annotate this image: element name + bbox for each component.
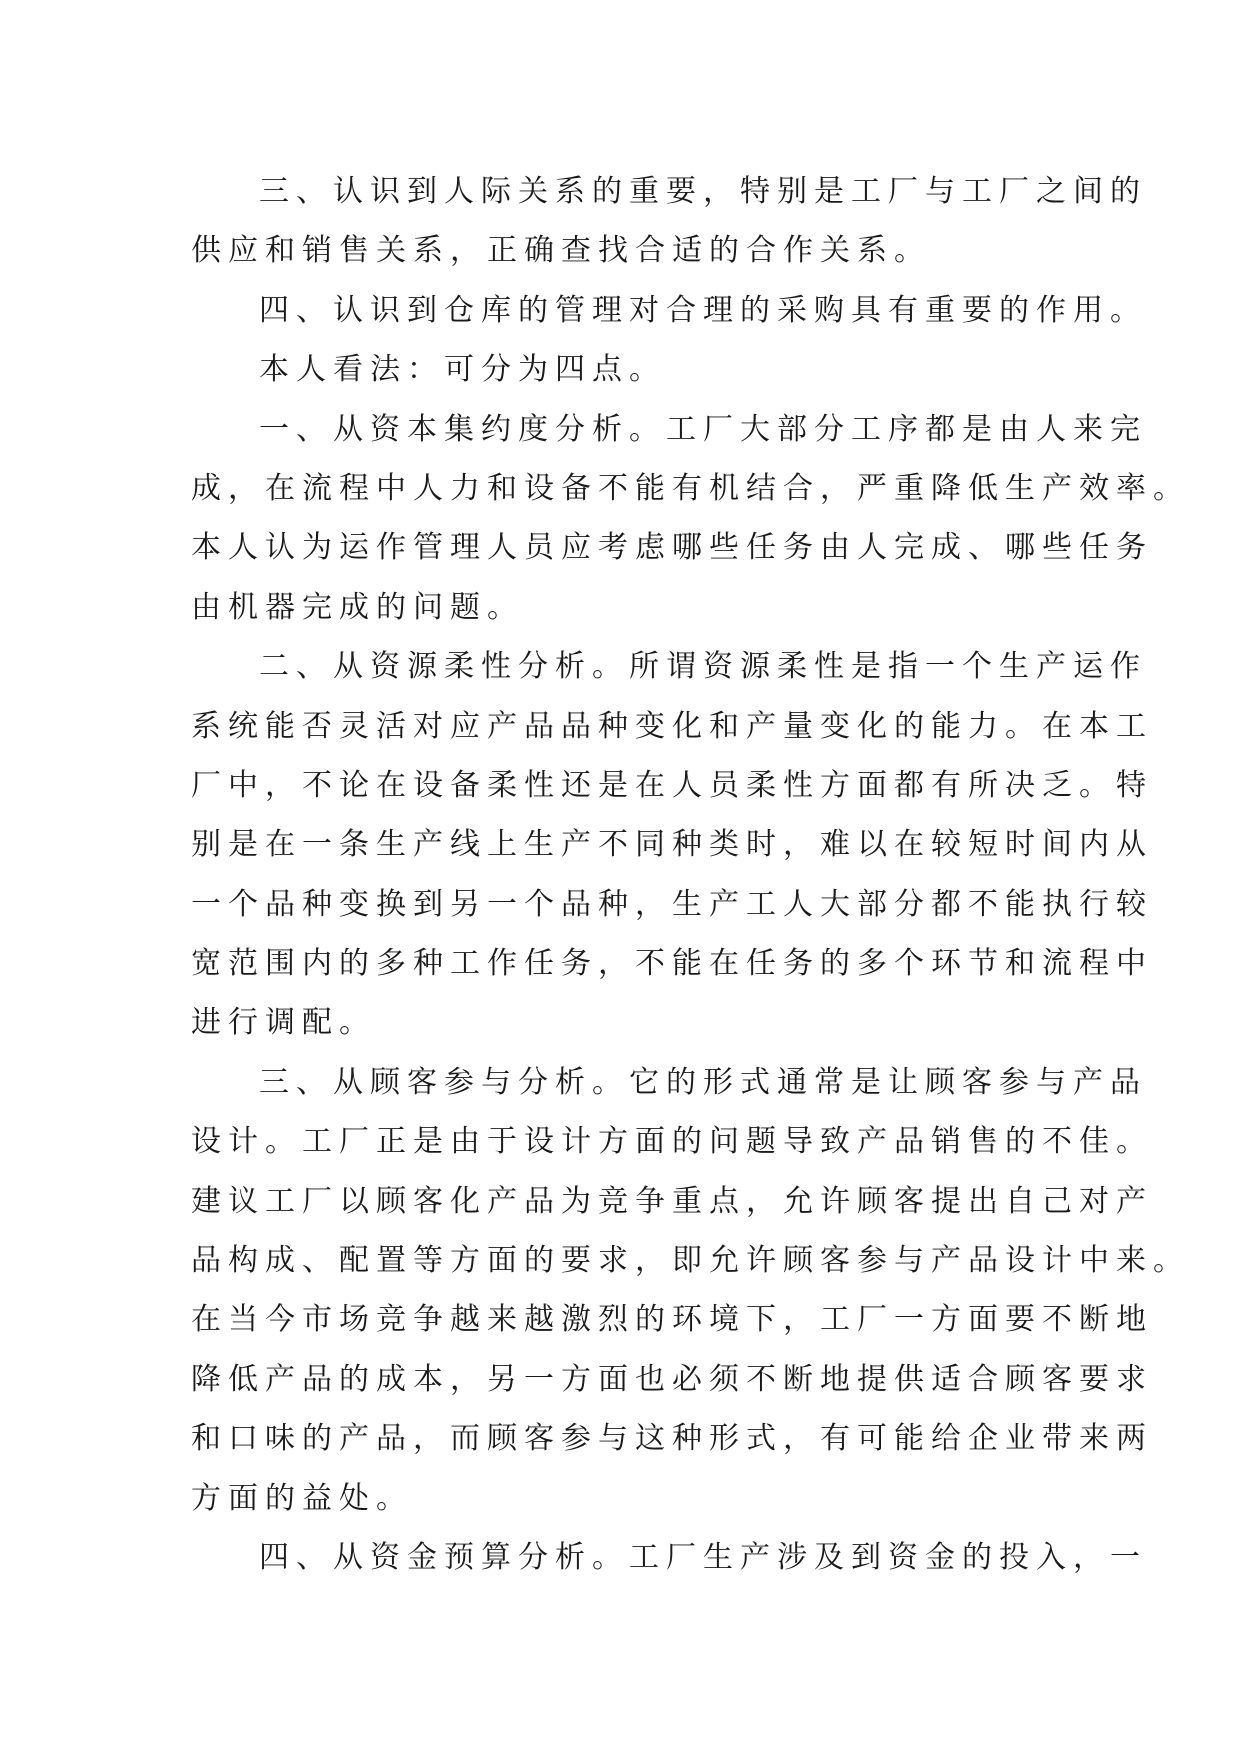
text-line: 系统能否灵活对应产品品种变化和产量变化的能力。在本工	[191, 708, 1153, 744]
text-line: 宽范围内的多种工作任务，不能在任务的多个环节和流程中	[191, 946, 1153, 982]
text-line: 进行调配。	[191, 1005, 376, 1041]
text-line: 一个品种变换到另一个品种，生产工人大部分都不能执行较	[191, 886, 1153, 922]
text-line: 别是在一条生产线上生产不同种类时，难以在较短时间内从	[191, 827, 1153, 863]
text-line: 品构成、配置等方面的要求，即允许顾客参与产品设计中来。	[191, 1243, 1190, 1279]
text-line: 四、从资金预算分析。工厂生产涉及到资金的投入，一	[259, 1539, 1147, 1575]
text-line: 设计。工厂正是由于设计方面的问题导致产品销售的不佳。	[191, 1124, 1153, 1160]
text-line: 四、认识到仓库的管理对合理的采购具有重要的作用。	[259, 292, 1147, 328]
text-line: 本人看法：可分为四点。	[259, 352, 666, 388]
text-line: 建议工厂以顾客化产品为竞争重点，允许顾客提出自己对产	[191, 1183, 1153, 1219]
text-line: 成，在流程中人力和设备不能有机结合，严重降低生产效率。	[191, 470, 1190, 506]
text-line: 厂中，不论在设备柔性还是在人员柔性方面都有所决乏。特	[191, 767, 1153, 803]
text-line: 二、从资源柔性分析。所谓资源柔性是指一个生产运作	[259, 649, 1147, 685]
text-line: 三、认识到人际关系的重要，特别是工厂与工厂之间的	[259, 174, 1147, 209]
text-line: 方面的益处。	[191, 1480, 413, 1516]
text-line: 供应和销售关系，正确查找合适的合作关系。	[191, 233, 931, 269]
text-line: 和口味的产品，而顾客参与这种形式，有可能给企业带来两	[191, 1421, 1153, 1457]
text-line: 本人认为运作管理人员应考虑哪些任务由人完成、哪些任务	[191, 530, 1153, 566]
text-line: 降低产品的成本，另一方面也必须不断地提供适合顾客要求	[191, 1361, 1153, 1397]
text-line: 一、从资本集约度分析。工厂大部分工序都是由人来完	[259, 411, 1147, 447]
document-body	[191, 162, 1190, 1587]
text-line: 由机器完成的问题。	[191, 589, 524, 625]
text-line: 在当今市场竞争越来越激烈的环境下，工厂一方面要不断地	[191, 1302, 1153, 1338]
text-line: 三、从顾客参与分析。它的形式通常是让顾客参与产品	[259, 1064, 1147, 1100]
